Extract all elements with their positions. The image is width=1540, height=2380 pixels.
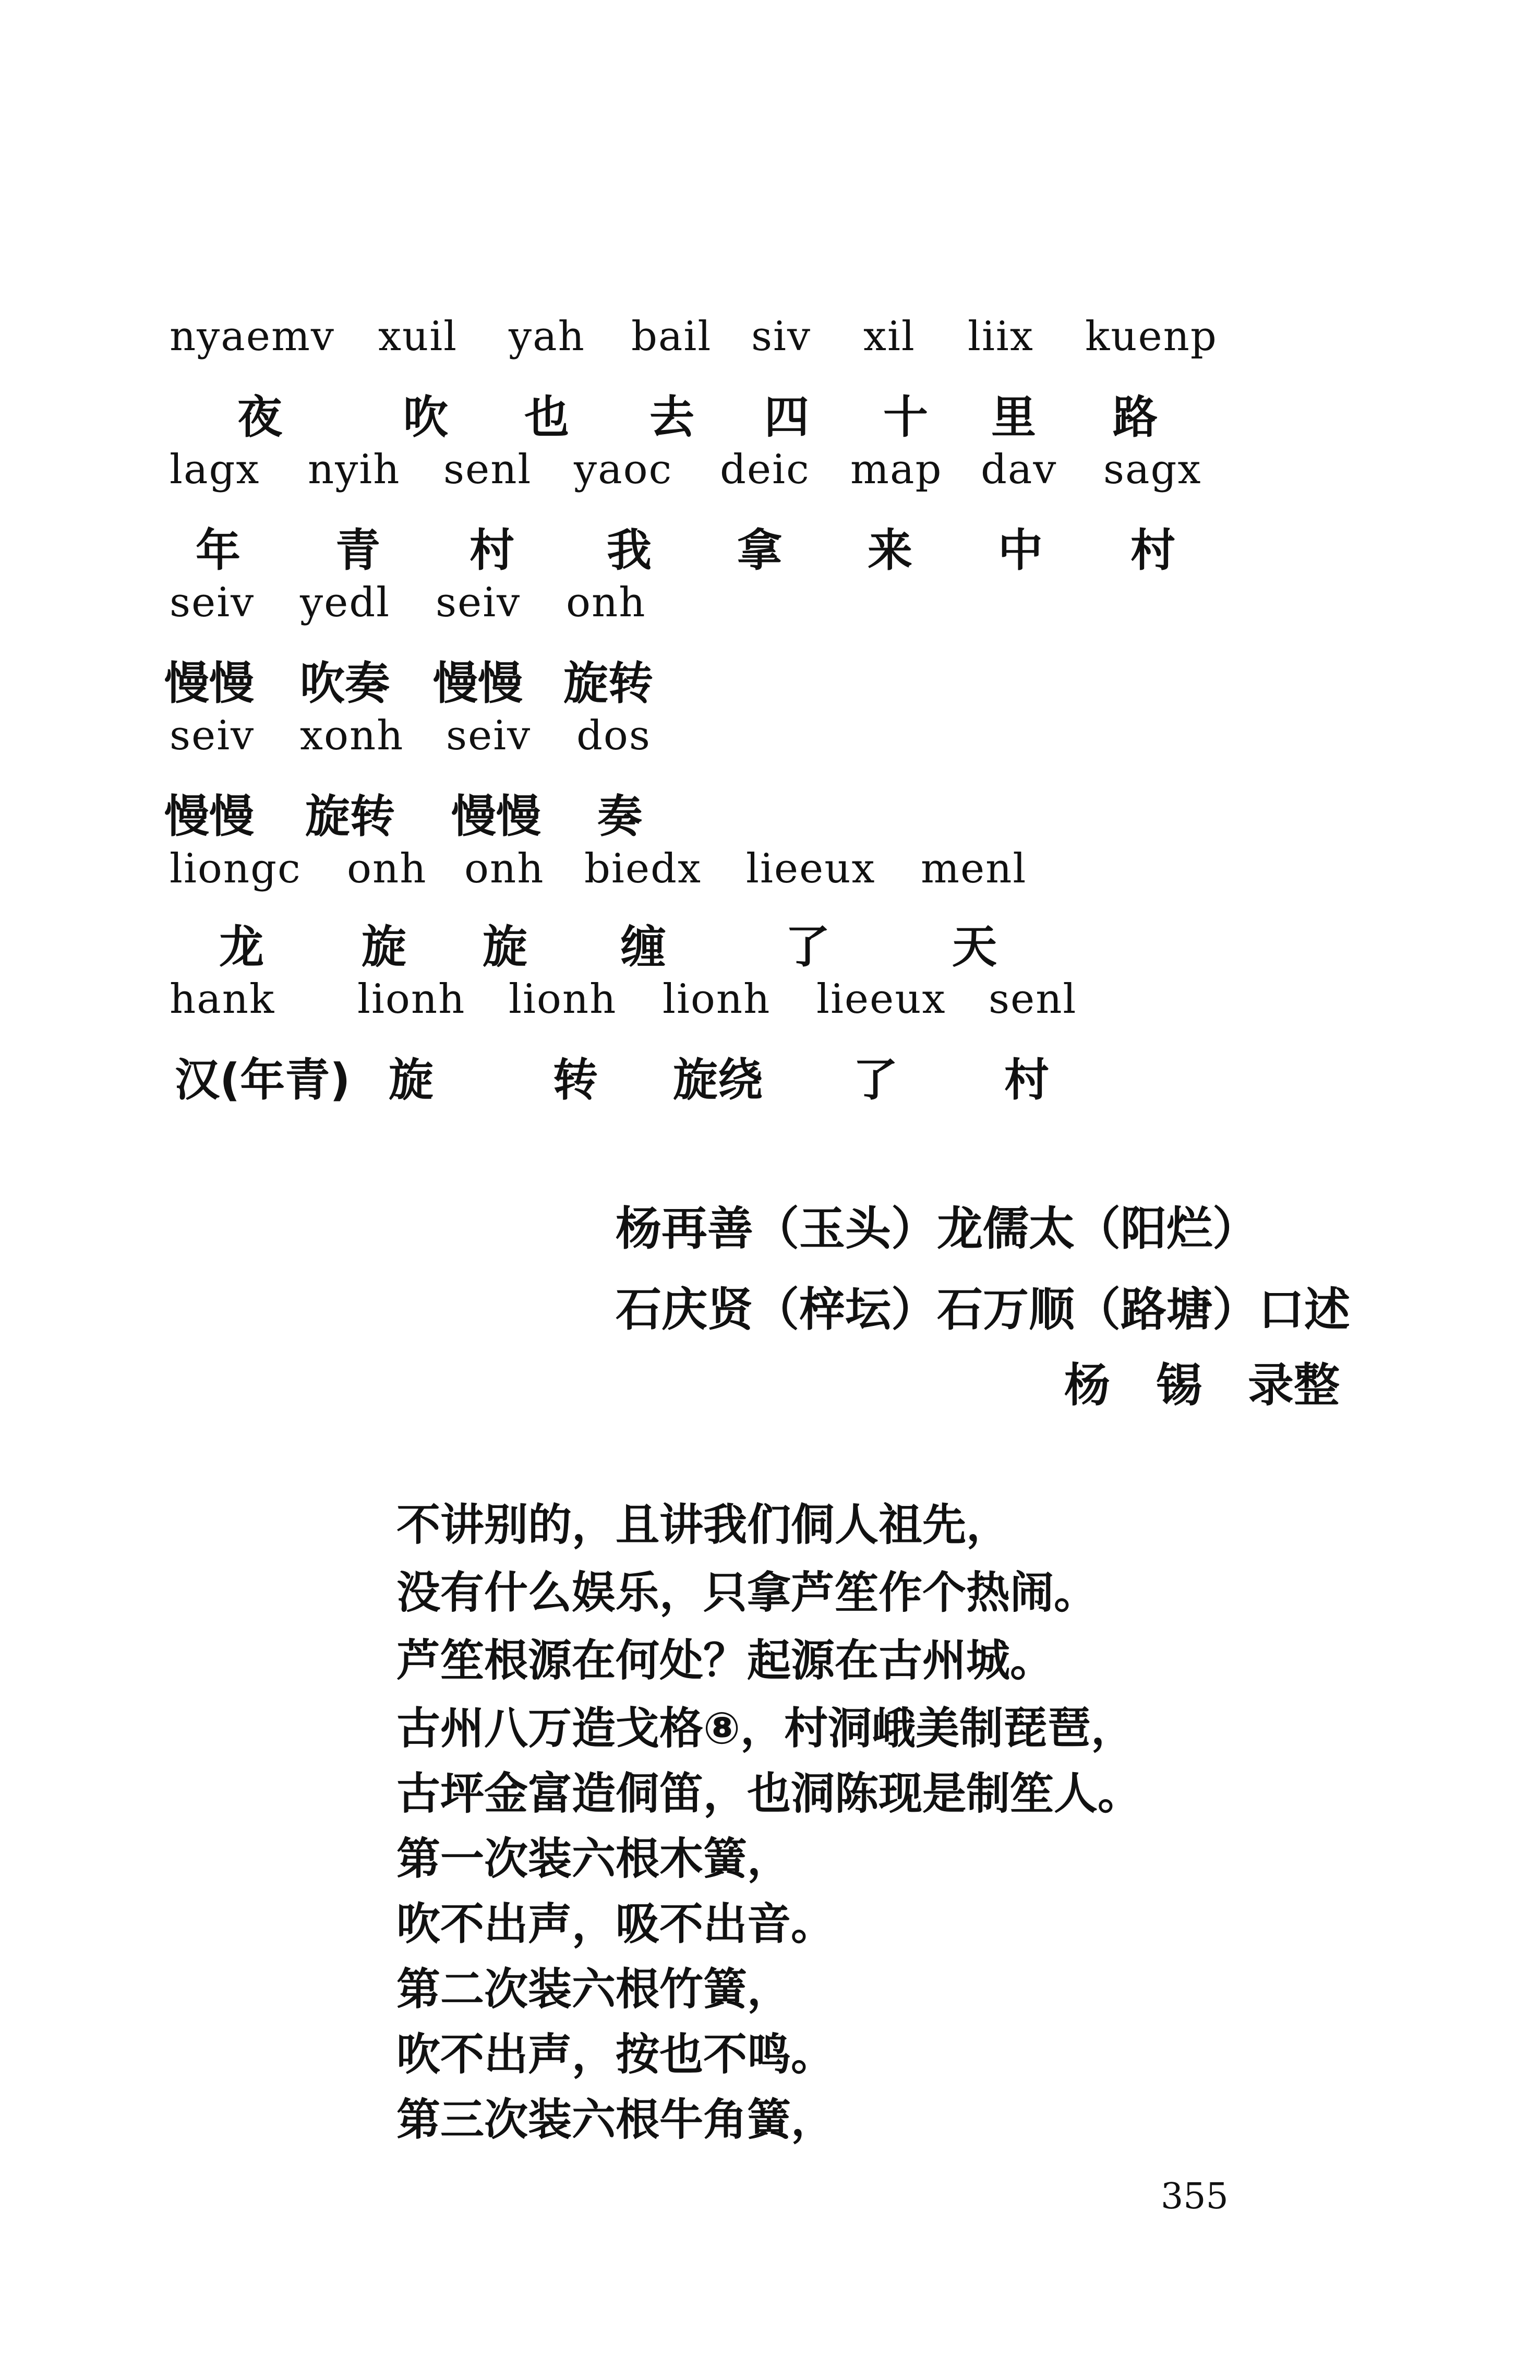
kam-word: dav xyxy=(981,446,1057,493)
gloss-word: 青 xyxy=(335,524,380,577)
kam-word: senl xyxy=(989,976,1077,1023)
credit-line-1: 杨再善（玉头）龙儒太（阳烂） xyxy=(616,1202,1259,1255)
kam-word: xil xyxy=(863,313,916,360)
kam-word: dos xyxy=(576,712,651,759)
poem-line: 芦笙根源在何处？起源在古州城。 xyxy=(396,1635,1054,1686)
poem-line: 古州八万造戈格⑧，村洞峨美制琵琶， xyxy=(396,1703,1135,1754)
gloss-word: 村 xyxy=(1130,524,1175,577)
gloss-word: 了 xyxy=(853,1054,898,1106)
kam-line-6 xyxy=(170,976,1265,1028)
poem-line: 没有什么娱乐，只拿芦笙作个热闹。 xyxy=(396,1567,1098,1618)
kam-word: yah xyxy=(509,313,585,360)
kam-word: seiv xyxy=(170,579,255,626)
gloss-word: 慢慢 xyxy=(164,657,254,710)
gloss-word: 慢慢 xyxy=(451,791,541,843)
kam-line-5 xyxy=(170,845,1265,898)
kam-word: yaoc xyxy=(574,446,673,493)
kam-word: siv xyxy=(751,313,812,360)
kam-word: lieeux xyxy=(816,976,946,1023)
gloss-word: 慢慢 xyxy=(164,791,254,843)
kam-word: hank xyxy=(170,976,275,1023)
kam-word: liix xyxy=(968,313,1034,360)
gloss-word: 旋 xyxy=(389,1054,434,1106)
gloss-word: 夜 xyxy=(237,391,282,444)
gloss-word: 旋转 xyxy=(305,791,395,843)
credit-line-3: 杨 锡 录整 xyxy=(1064,1358,1340,1412)
page-number: 355 xyxy=(1161,2176,1229,2217)
gloss-word: 汉(年青) xyxy=(175,1054,351,1106)
gloss-word: 吹 xyxy=(403,391,448,444)
kam-word: lieeux xyxy=(746,845,876,892)
kam-word: deic xyxy=(720,446,810,493)
gloss-word: 里 xyxy=(991,391,1036,444)
kam-word: seiv xyxy=(446,712,532,759)
poem-line: 吹不出声，按也不鸣。 xyxy=(396,2029,835,2080)
kam-word: lagx xyxy=(170,446,260,493)
gloss-word: 转 xyxy=(553,1054,598,1106)
gloss-word: 来 xyxy=(868,524,912,577)
kam-word: liongc xyxy=(170,845,302,892)
kam-word: lionh xyxy=(663,976,771,1023)
gloss-word: 路 xyxy=(1113,391,1158,444)
kam-word: onh xyxy=(566,579,646,626)
poem-line: 吹不出声，吸不出音。 xyxy=(396,1898,835,1950)
poem-line: 第三次装六根牛角簧， xyxy=(396,2094,835,2145)
kam-word: map xyxy=(850,446,943,493)
kam-word: biedx xyxy=(584,845,702,892)
gloss-word: 旋绕 xyxy=(673,1054,763,1106)
gloss-line-1 xyxy=(170,381,1265,444)
poem-line: 古坪金富造侗笛，也洞陈现是制笙人。 xyxy=(396,1768,1142,1819)
kam-line-3 xyxy=(170,579,1265,631)
kam-word: yedl xyxy=(300,579,391,626)
kam-word: menl xyxy=(921,845,1027,892)
gloss-word: 拿 xyxy=(737,524,782,577)
gloss-word: 了 xyxy=(785,921,830,973)
kam-word: lionh xyxy=(509,976,617,1023)
gloss-word: 也 xyxy=(524,391,569,444)
gloss-word: 我 xyxy=(607,524,652,577)
gloss-word: 缠 xyxy=(621,921,666,973)
gloss-line-5 xyxy=(170,911,1265,973)
gloss-word: 天 xyxy=(952,921,997,973)
gloss-word: 年 xyxy=(196,524,240,577)
gloss-word: 村 xyxy=(470,524,514,577)
kam-word: bail xyxy=(631,313,712,360)
kam-word: nyih xyxy=(308,446,401,493)
kam-word: lionh xyxy=(357,976,466,1023)
gloss-line-2 xyxy=(170,514,1265,577)
gloss-word: 十 xyxy=(883,391,928,444)
kam-word: onh xyxy=(347,845,427,892)
gloss-word: 吹奏 xyxy=(300,657,390,710)
gloss-word: 四 xyxy=(764,391,809,444)
gloss-word: 旋 xyxy=(362,921,406,973)
gloss-word: 中 xyxy=(998,524,1043,577)
poem-line: 第一次装六根木簧， xyxy=(396,1833,791,1884)
kam-line-2 xyxy=(170,446,1265,498)
gloss-line-3 xyxy=(164,647,1260,710)
gloss-word: 旋 xyxy=(483,921,527,973)
kam-word: xuil xyxy=(378,313,458,360)
gloss-word: 去 xyxy=(649,391,694,444)
kam-word: seiv xyxy=(170,712,255,759)
kam-word: xonh xyxy=(300,712,404,759)
kam-word: sagx xyxy=(1103,446,1202,493)
poem-line: 不讲别的，且讲我们侗人祖先， xyxy=(396,1499,1010,1550)
gloss-word: 奏 xyxy=(597,791,642,843)
kam-line-1 xyxy=(170,313,1265,365)
kam-word: senl xyxy=(443,446,532,493)
kam-word: nyaemv xyxy=(170,313,335,360)
kam-word: seiv xyxy=(436,579,521,626)
kam-word: onh xyxy=(464,845,545,892)
gloss-line-6 xyxy=(175,1044,1270,1106)
gloss-word: 村 xyxy=(1004,1054,1049,1106)
kam-line-4 xyxy=(170,712,1265,764)
kam-word: kuenp xyxy=(1085,313,1218,360)
poem-line: 第二次装六根竹簧， xyxy=(396,1964,791,2015)
gloss-word: 旋转 xyxy=(563,657,653,710)
gloss-word: 慢慢 xyxy=(433,657,523,710)
gloss-word: 龙 xyxy=(219,921,264,973)
gloss-line-4 xyxy=(164,780,1260,843)
credit-line-2: 石庆贤（梓坛）石万顺（路塘）口述 xyxy=(616,1283,1351,1336)
